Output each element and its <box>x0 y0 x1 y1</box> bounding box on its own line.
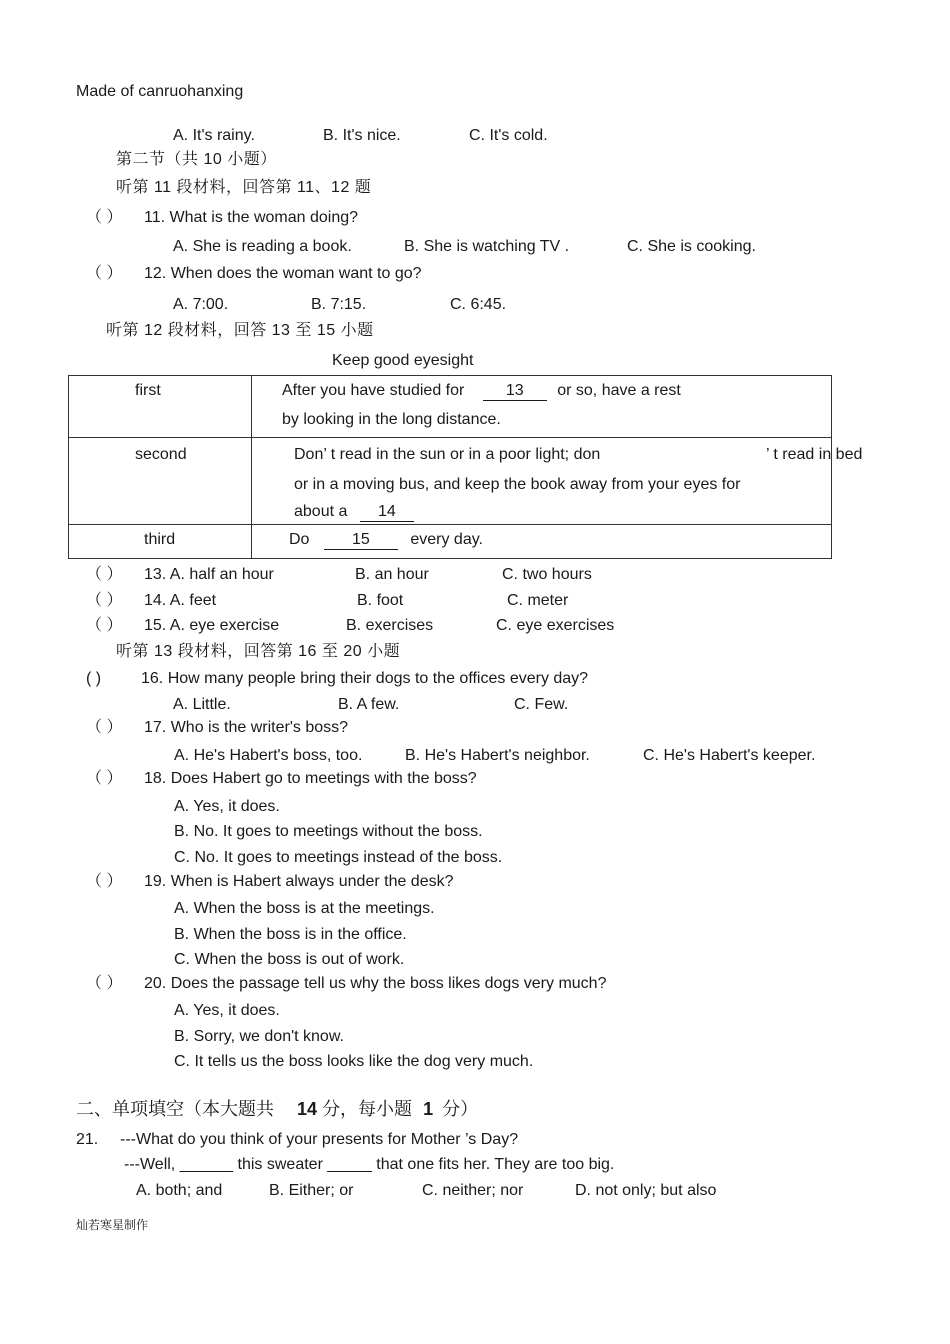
option-13-b: B. an hour <box>355 566 429 583</box>
answer-bracket-19: （ ） <box>86 873 123 890</box>
option-10-c: C. It's cold. <box>469 127 548 144</box>
table-row <box>69 438 832 525</box>
option-10-a: A. It's rainy. <box>173 127 255 144</box>
option-21-c: C. neither; nor <box>422 1182 524 1199</box>
instruction-11-12: 听第 11 段材料，回答第 11、12 题 <box>116 179 372 196</box>
answer-bracket-15: （ ） <box>86 617 123 634</box>
option-13-c: C. two hours <box>502 566 592 583</box>
row-label-second: second <box>135 446 187 463</box>
option-18-c: C. No. It goes to meetings instead of the boss. <box>174 849 503 866</box>
blank-15: 15 <box>324 531 398 550</box>
option-21-a: A. both; and <box>136 1182 223 1199</box>
option-20-c: C. It tells us the boss looks like the dog very much. <box>174 1053 534 1070</box>
table-cell-label <box>69 376 252 438</box>
question-20-stem: 20. Does the passage tell us why the boss likes dogs very much? <box>144 975 607 992</box>
option-17-a: A. He's Habert's boss, too. <box>174 747 363 764</box>
eyesight-table <box>68 375 863 559</box>
section-title: 第二节（共 10 小题） <box>116 151 277 168</box>
option-10-b: B. It's nice. <box>323 127 401 144</box>
row-second-line1b: ’ t read in bed <box>766 446 863 463</box>
blank-14: 14 <box>360 503 414 522</box>
page-footer: 灿若寒星制作 <box>76 1218 149 1232</box>
page-header: Made of canruohanxing <box>76 83 244 100</box>
table-title: Keep good eyesight <box>332 352 474 369</box>
option-12-b: B. 7:15. <box>311 296 367 313</box>
option-19-a: A. When the boss is at the meetings. <box>174 900 435 917</box>
option-16-a: A. Little. <box>173 696 231 713</box>
table-cell-label <box>69 438 252 525</box>
table-cell-content <box>252 376 832 438</box>
row-second-line3: about a 14 <box>294 502 414 522</box>
table-row <box>69 376 832 438</box>
question-17-stem: 17. Who is the writer's boss? <box>144 719 349 736</box>
question-19-stem: 19. When is Habert always under the desk? <box>144 873 454 890</box>
option-15-c: C. eye exercises <box>496 617 615 634</box>
option-11-a: A. She is reading a book. <box>173 238 352 255</box>
question-16-stem: 16. How many people bring their dogs to the offices every day? <box>141 670 589 687</box>
option-16-b: B. A few. <box>338 696 400 713</box>
question-21-line2: ---Well, ______ this sweater _____ that one fits her. They are too big. <box>124 1156 615 1173</box>
option-17-c: C. He's Habert's keeper. <box>643 747 816 764</box>
question-11-stem: 11. What is the woman doing? <box>144 209 359 226</box>
option-19-c: C. When the boss is out of work. <box>174 951 405 968</box>
option-18-a: A. Yes, it does. <box>174 798 280 815</box>
table-cell-content <box>252 438 863 525</box>
question-13-stem: 13. A. half an hour <box>144 566 274 583</box>
option-15-b: B. exercises <box>346 617 434 634</box>
answer-bracket-20: （ ） <box>86 975 123 992</box>
option-12-c: C. 6:45. <box>450 296 507 313</box>
option-14-b: B. foot <box>357 592 404 609</box>
blank-13: 13 <box>483 382 547 401</box>
answer-bracket-13: （ ） <box>86 566 123 583</box>
question-15-stem: 15. A. eye exercise <box>144 617 280 634</box>
question-21-number: 21. <box>76 1131 99 1148</box>
option-11-b: B. She is watching TV . <box>404 238 570 255</box>
option-19-b: B. When the boss is in the office. <box>174 926 407 943</box>
question-18-stem: 18. Does Habert go to meetings with the boss? <box>144 770 477 787</box>
option-17-b: B. He's Habert's neighbor. <box>405 747 590 764</box>
answer-bracket-16: ( ) <box>86 670 102 687</box>
answer-bracket-12: （ ） <box>86 265 123 282</box>
table-cell-label <box>69 525 252 559</box>
row-first-line1: After you have studied for 13 or so, have a rest <box>282 382 681 399</box>
row-label-third: third <box>144 531 176 548</box>
table-row <box>69 525 832 559</box>
option-14-c: C. meter <box>507 592 569 609</box>
option-18-b: B. No. It goes to meetings without the boss. <box>174 823 483 840</box>
row-second-line1a: Don’ t read in the sun or in a poor light; don <box>294 446 601 463</box>
answer-bracket-17: （ ） <box>86 719 123 736</box>
option-20-b: B. Sorry, we don't know. <box>174 1028 344 1045</box>
option-20-a: A. Yes, it does. <box>174 1002 280 1019</box>
option-11-c: C. She is cooking. <box>627 238 756 255</box>
option-12-a: A. 7:00. <box>173 296 229 313</box>
option-21-d: D. not only; but also <box>575 1182 717 1199</box>
row-second-line2: or in a moving bus, and keep the book away from your eyes for <box>294 476 741 493</box>
answer-bracket-18: （ ） <box>86 770 123 787</box>
row-third-line1: Do 15 every day. <box>289 531 483 548</box>
answer-bracket-14: （ ） <box>86 592 123 609</box>
table-cell-content <box>252 525 832 559</box>
row-first-line2: by looking in the long distance. <box>282 411 501 428</box>
question-21-line1: ---What do you think of your presents for Mother ’s Day? <box>120 1131 519 1148</box>
part2-heading: 二、单项填空（本大题共 14 分，每小题 1 分） <box>76 1099 479 1119</box>
question-12-stem: 12. When does the woman want to go? <box>144 265 422 282</box>
option-16-c: C. Few. <box>514 696 569 713</box>
row-label-first: first <box>135 382 161 399</box>
instruction-13-15: 听第 12 段材料，回答 13 至 15 小题 <box>106 322 374 339</box>
option-21-b: B. Either; or <box>269 1182 354 1199</box>
instruction-16-20: 听第 13 段材料，回答第 16 至 20 小题 <box>116 643 401 660</box>
answer-bracket-11: （ ） <box>86 209 123 226</box>
question-14-stem: 14. A. feet <box>144 592 217 609</box>
